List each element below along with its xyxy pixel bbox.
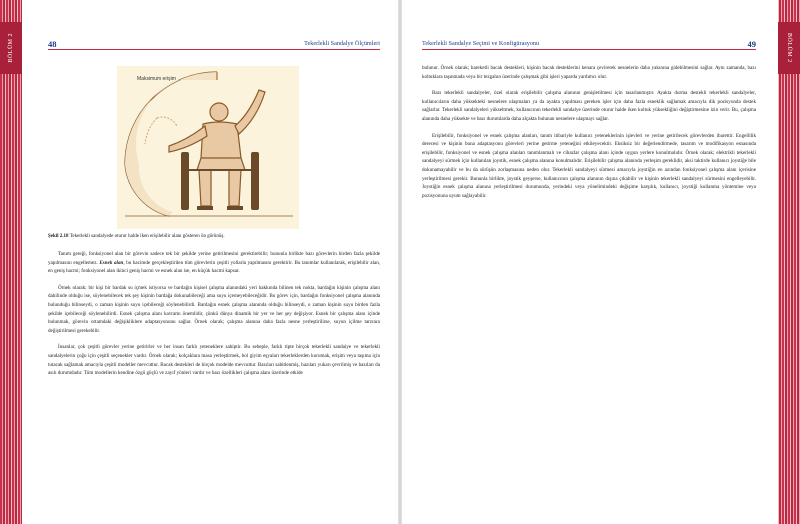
body-paragraph: Örnek olarak; bir kişi bir bardak su içmek istiyorsa ve bardağın kişisel çalışma alanındaki yeri hakkında bilinen tek nokta, bardağın kişinin çalışma alanı dahilinde olduğu ise, söylenebilecek tek şey kişinin bardağa dokunabileceği ama suyu içemeyebileceğidir. Bu görev için, bardağın fonksiyonel çalışma alanında bulunduğu bilinseydi, o zaman kişinin suyu içebileceği söylenebilirdi. Bardağın esnek çalışma alanında olduğu bilinseydi, o zaman kişinin suyu birden fazla şekilde içebileceği söylenebilirdi. Esnek çalışma alanı kavramı önemlidir, çünkü dünya dinamik bir yer ve her şey değişiyor. Esnek bir çalışma alanı içinde bulunmak, görevin ortamdaki değişikliklere adaptasyonunu sağlar. Örnek olarak; çalışma alanına daha fazla nesne yerleştirilirse, suyun içilme tarzının değiştirilmesi gerekebilir. [48,284,380,334]
right-page-header [422,36,756,50]
body-paragraph: Erişilebilir, fonksiyonel ve esnek çalışma alanları, tanım itibariyle kullanıcı yeteneklerinin işlevleri ve yerine getirilecek görevlerden ibarettir. Engellilik derecesi ve kişinin buna adaptasyonu görevleri yerine getirme yeteneğini etkileyecektir. Eksiksiz bir değerlendirmede, tasarım ve modifikasyon esnasında erişilebilir, fonksiyonel ve esnek çalışma alanları tanımlanmalı ve cihazlar çalışma alanı içinde uygun yerlere konulmalıdır. Örnek olarak; elektrikli tekerlekli sandalyeyi sürmek için kullanılan joystik, esnek çalışma alanına konulmalıdır. Erişilebilir çalışma alanında yerleşim gereklidir, aksi taktirde kullanıcı joystiğe bile dokunamayabilir ve bu da sürüşün zorlaşmasına neden olur. Tekerlekli sandalyeyi sürmesi amacıyla joystiğin en azından fonksiyonel çalışma alanı içerisine yerleştirilmesi gerekir. Bununla birlikte, joystik geyşerse, kullanıcının çalışma alanının dışına çıkabilir ve kişinin tekerlekli sandalyeyi sürmesini engelleyebilir. Joystiğin esnek çalışma alanına yerleştirilmesi durumunda, yerindeki veya yönelimindeki değişime karşılık, kullanıcı, joystiği kullanma yöntemine veya pozisyonuna uyum sağlayabilir. [422,132,756,199]
body-paragraph: İnsanlar, çok çeşitli görevler yerine getirirler ve her insan farklı yeteneklere sahiptir. Bu sebeple, farklı tipte birçok tekerlekli sandalye ve tekerlekli sandalyelerin çoğu için çeşitli seçenekler vardır. Örnek olarak; kolçaklara masa yerleştirmek, bol giyim eşyaları tekerleklerden korumak, erişim veya taşıma için tutacak sağlamak amacıyla çeşitli modeller mevcuttur. Bacak destekleri de birçok modelde mevcuttur. Bazıları sabitlenmiş, bazıları yukarı çevrilmiş ve bazıları da asılı durumdadır. Tüm modellerin kendine özgü güçlü ve zayıf yönleri vardır ve bazı özellikleri çalışma alanı üzerinde etkide [48,344,380,377]
left-page [22,0,398,524]
left-wheel-shape [181,152,189,210]
chapter-tab-label: BÖLÜM 2 [786,33,792,63]
page-number: 49 [747,38,756,49]
left-page-body [48,250,380,386]
torso-shape [201,122,241,161]
body-paragraph: Bazı tekerlekli sandalyeler, özel olarak erişilebilir çalışma alanının genişletilmesi için tasarlanmıştır. Ayakta durma destekli tekerlekli sandalyeler, kullanıcıların daha yüksekteki nesnelere ulaşmaları ya da ayakta yapılması gereken işler için daha fazla esneklik sağlamak amacıyla dik pozisyonda destek sağlarlar. Tekerlekli sandalyeleri yükseltmek, kullanıcının tekerlekli sandalye üzerinde oturur halde iken koltuk yüksekliğini değiştirmesine izin verir. Bu, çalışma alanında daha yüksekte ve bazı durumlarda daha alçakta bulunan nesnelere ulaşmayı sağlar. [422,90,756,122]
chapter-tab-right [778,22,800,74]
wheelchair-reach-illustration [117,66,299,229]
running-title: Tekerlekli Sandalye Seçimi ve Konfigürasyonu [422,40,540,47]
right-wheel-shape [251,152,259,210]
figure-caption-id: Şekil 2.18 [48,234,69,239]
right-page [402,0,778,524]
emphasized-term: Esnek alan [99,259,124,266]
chapter-tab-label: BÖLÜM 2 [8,33,14,63]
running-title: Tekerlekli Sandalye Ölçümleri [304,40,380,47]
right-page-body [422,64,756,208]
left-page-edge [0,0,22,524]
body-paragraph: Tanım gereği, fonksiyonel alan bir görevin sadece tek bir şekilde yerine getirilmesini gerektirebilir; bununla birlikte bazı görevlerin birden fazla şekilde yapılmasını engellemez. Esnek alan, bu hacimde gerçekleştirilen tüm görevlerin çeşitli yollarla yapılmasını gerektirir. Bu tanımlar kullanılarak, erişilebilir alan, en geniş hacmi; fonksiyonel alan ikinci geniş hacmi ve esnek alan ise, en küçük hacmi kapsar. [48,251,381,275]
raised-arm-shape [235,90,265,134]
figure-caption [48,234,368,240]
head-shape [210,103,228,121]
right-page-edge [778,0,800,524]
figure-label-max-reach: Maksimum erişim [137,76,176,82]
page-number: 48 [48,38,57,49]
body-paragraph-continued: bulunur. Örnek olarak; hareketli bacak destekleri, kişinin bacak desteklerini kenara çevirerek nesnelerin daha yakınına gidebilmesini sağlar. Aynı zamanda, bazı koltuklara taşınmada veya bir tezgahın üzerinde çalışmak gibi işleri yaparda yardımcı olur. [422,65,756,80]
chapter-tab-left [0,22,22,74]
reach-figure [117,66,299,229]
left-page-header [48,36,380,50]
figure-caption-text: Tekerlekli sandalyede oturur halde iken erişilebilir alanı gösteren ön görünüş. [68,234,225,239]
